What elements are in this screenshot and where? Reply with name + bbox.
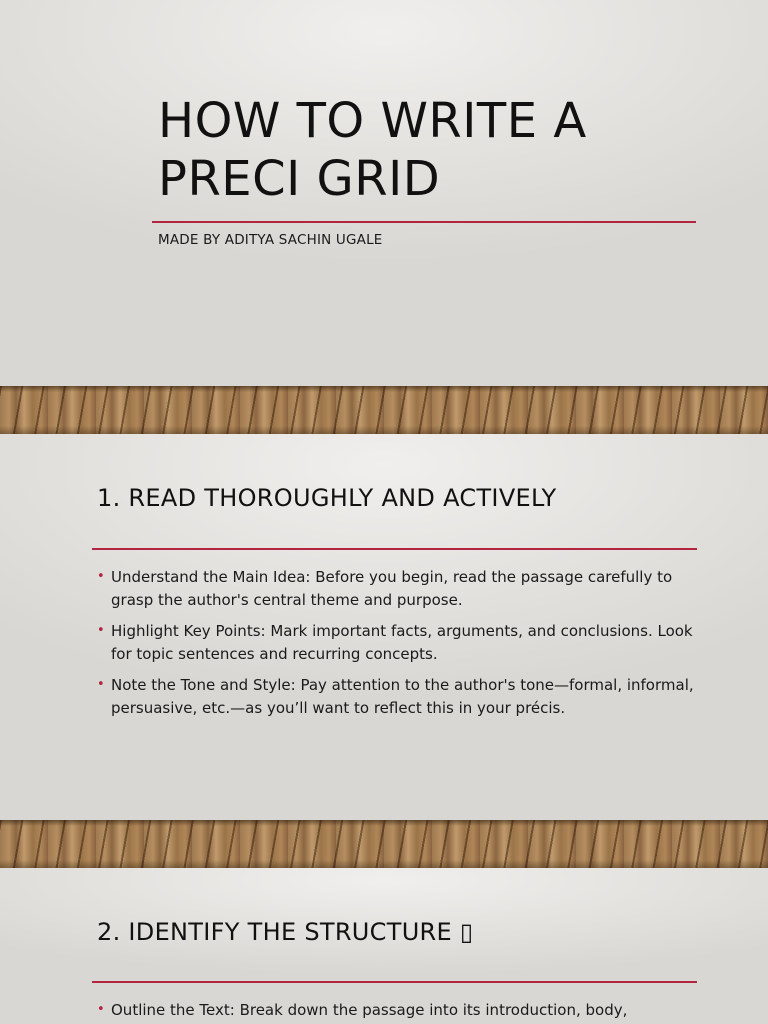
bullet-dot-icon: •: [97, 623, 105, 638]
bullet-item: [97, 566, 697, 611]
bullet-item: [97, 620, 697, 665]
title-divider: [152, 221, 696, 223]
slide-heading: 2. IDENTIFY THE STRUCTURE ▯: [97, 918, 474, 946]
bullet-dot-icon: •: [97, 569, 105, 584]
bullet-item: [97, 999, 697, 1022]
slide-subtitle: MADE BY ADITYA SACHIN UGALE: [158, 232, 383, 248]
slide-heading: 1. READ THOROUGHLY AND ACTIVELY: [97, 484, 557, 512]
heading-divider: [92, 548, 697, 550]
bullet-text: Note the Tone and Style: Pay attention to the author's tone—formal, informal, persuasive, etc.—as you’ll want to reflect this in your précis.: [111, 676, 694, 717]
wood-floor-divider: [0, 820, 768, 868]
bullet-list: [97, 566, 697, 728]
bullet-list: [97, 999, 697, 1024]
bullet-dot-icon: •: [97, 1002, 105, 1017]
slide-2-read-thoroughly: [0, 434, 768, 820]
bullet-text: Understand the Main Idea: Before you begin, read the passage carefully to grasp the author's central theme and purpose.: [111, 568, 673, 609]
slide-title-line-2: PRECI GRID: [158, 151, 441, 207]
bullet-text: Outline the Text: Break down the passage into its introduction, body,: [111, 1001, 628, 1019]
heading-divider: [92, 981, 697, 983]
slide-title-line-1: HOW TO WRITE A: [158, 93, 587, 149]
bullet-text: Highlight Key Points: Mark important facts, arguments, and conclusions. Look for topic sentences and recurring concepts.: [111, 622, 693, 663]
bullet-dot-icon: •: [97, 677, 105, 692]
bullet-item: [97, 674, 697, 719]
slide-3-identify-structure: [0, 868, 768, 1024]
wood-floor-divider: [0, 386, 768, 434]
slide-title: [158, 92, 587, 208]
slide-1-title: [0, 0, 768, 386]
